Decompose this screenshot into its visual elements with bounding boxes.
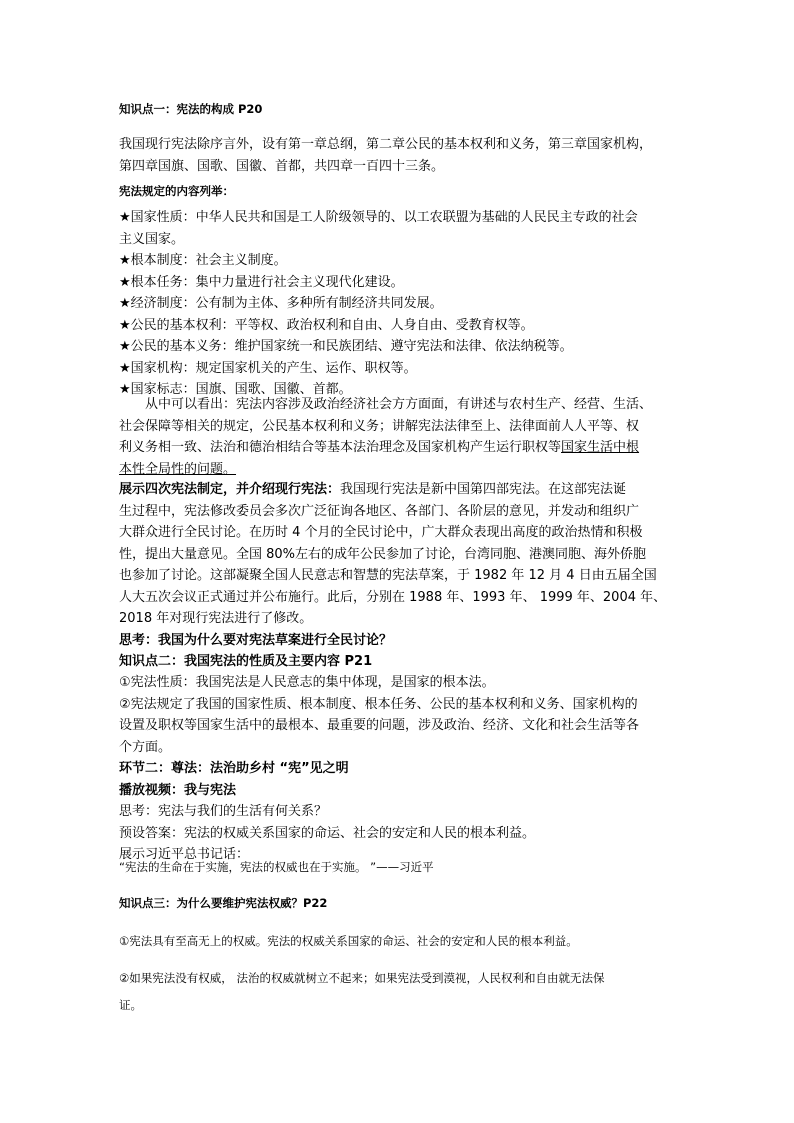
kp1-list bbox=[119, 207, 679, 401]
kp2-line: ②宪法规定了我国的国家性质、根本制度、根本任务、公民的基本权利和义务、国家机构的 bbox=[119, 696, 638, 712]
kp2-line: 个方面。 bbox=[119, 739, 172, 755]
section2-line: 思考：宪法与我们的生活有何关系？ bbox=[119, 804, 328, 819]
history-line: 大群众进行全民讨论。在历时 4 个月的全民讨论中，广大群众表现出高度的政治热情和积极 bbox=[119, 525, 643, 540]
kp3-line: ②如果宪法没有权威， 法治的权威就树立不起来；如果宪法受到漠视，人民权利和自由就无法保 bbox=[119, 971, 605, 985]
list-item: ★根本制度：社会主义制度。 bbox=[119, 253, 287, 268]
video-title: 播放视频：我与宪法 bbox=[119, 783, 237, 798]
xi-quote: “宪法的生命在于实施，宪法的权威也在于实施。 ”——习近平 bbox=[119, 860, 434, 874]
think-question: 思考：我国为什么要对宪法草案进行全民讨论？ bbox=[119, 633, 393, 648]
history-line: 生过程中，宪法修改委员会多次广泛征询各地区、各部门、各阶层的意见，并发动和组织广 bbox=[119, 503, 640, 519]
list-item: ★国家标志：国旗、国歌、国徽、首都。 bbox=[119, 382, 352, 397]
summary-line: 从中可以看出：宪法内容涉及政治经济社会方方面面，有讲述与农村生产、经营、生活、 bbox=[145, 397, 653, 412]
list-item: 主义国家。 bbox=[119, 231, 185, 247]
kp3-line: 证。 bbox=[119, 998, 142, 1012]
section2-line: 预设答案：宪法的权威关系国家的命运、社会的安定和人民的根本利益。 bbox=[119, 825, 536, 841]
history-line: 也参加了讨论。这部凝聚全国人民意志和智慧的宪法草案，于 1982 年 12 月 4 日由五届全国 bbox=[119, 568, 657, 583]
section2-heading: 环节二：尊法：法治助乡村 “宪”见之明 bbox=[119, 761, 349, 776]
history-lead: 展示四次宪法制定，并介绍现行宪法： bbox=[119, 482, 341, 497]
summary-line: 利义务相一致、法治和德治相结合等基本法治理念及国家机构产生运行职权等 bbox=[119, 440, 562, 455]
history-line: 性，提出大量意见。全国 80%左右的成年公民参加了讨论，台湾同胞、港澳同胞、海外侨胞 bbox=[119, 546, 647, 562]
kp3-point-1: ①宪法具有至高无上的权威。宪法的权威关系国家的命运、社会的安定和人民的根本利益。 bbox=[119, 934, 578, 948]
list-item: ★公民的基本义务：维护国家统一和民族团结、遵守宪法和法律、依法纳税等。 bbox=[119, 339, 573, 354]
kp1-para-line: 我国现行宪法除序言外，设有第一章总纲，第二章公民的基本权利和义务，第三章国家机构， bbox=[119, 137, 653, 152]
underlined-text: 本性全局性的问题。 bbox=[119, 461, 237, 477]
kp1-para-line: 第四章国旗、国歌、国徽、首都，共四章一百四十三条。 bbox=[119, 158, 445, 174]
list-item: ★国家机构：规定国家机关的产生、运作、职权等。 bbox=[119, 360, 417, 376]
list-item: ★经济制度：公有制为主体、多种所有制经济共同发展。 bbox=[119, 296, 443, 311]
kp1-paragraph bbox=[119, 134, 679, 177]
list-item: ★根本任务：集中力量进行社会主义现代化建设。 bbox=[119, 274, 404, 290]
constitution-history bbox=[119, 479, 679, 630]
kp2-content bbox=[119, 672, 679, 758]
kp1-summary bbox=[119, 394, 679, 480]
kp2-line: ①宪法性质：我国宪法是人民意志的集中体现，是国家的根本法。 bbox=[119, 675, 495, 690]
history-line: 我国现行宪法是新中国第四部宪法。在这部宪法诞 bbox=[340, 482, 627, 497]
kp3-heading: 知识点三：为什么要维护宪法权威？P22 bbox=[119, 896, 328, 910]
underlined-text: 国家生活中根 bbox=[561, 440, 640, 455]
summary-line: 社会保障等相关的规定，公民基本权利和义务；讲解宪法法律至上、法律面前人人平等、权 bbox=[119, 418, 640, 434]
list-item: ★公民的基本权利：平等权、政治权利和自由、人身自由、受教育权等。 bbox=[119, 317, 534, 333]
kp2-heading: 知识点二：我国宪法的性质及主要内容 P21 bbox=[119, 654, 373, 669]
list-item: ★国家性质：中华人民共和国是工人阶级领导的、以工农联盟为基础的人民民主专政的社会 bbox=[119, 210, 638, 225]
kp2-line: 设置及职权等国家生活中的最根本、最重要的问题，涉及政治、经济、文化和社会生活等各 bbox=[119, 718, 640, 733]
kp1-list-title: 宪法规定的内容列举： bbox=[119, 184, 234, 198]
section2-line: 展示习近平总书记话： bbox=[119, 847, 250, 862]
history-line: 人大五次会议正式通过并公布施行。此后，分别在 1988 年、1993 年、 1999 年、2004 年、 bbox=[119, 589, 667, 605]
history-line: 2018 年对现行宪法进行了修改。 bbox=[119, 611, 313, 626]
kp1-heading: 知识点一：宪法的构成 P20 bbox=[119, 102, 263, 116]
kp3-point-2 bbox=[119, 965, 679, 1019]
section2-content bbox=[119, 801, 679, 866]
